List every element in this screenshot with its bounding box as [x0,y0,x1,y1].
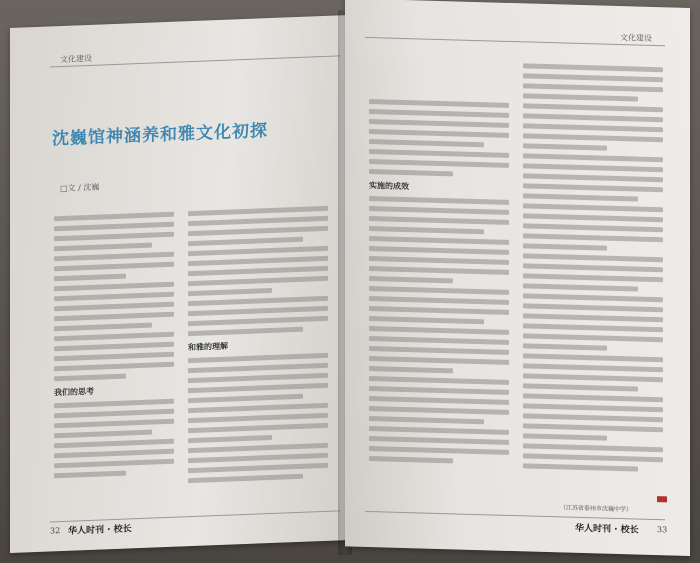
right-page [345,0,690,556]
text-line [188,443,328,453]
text-line [523,313,663,322]
text-line [369,129,509,138]
text-line [523,453,663,462]
text-line [188,373,328,383]
text-line [188,383,328,393]
text-line [523,303,663,312]
text-line [188,306,328,316]
left-footer-rule [50,510,340,522]
text-line [54,471,126,479]
text-line [523,443,663,452]
text-line [369,119,509,128]
text-line [188,327,303,336]
text-line [188,453,328,463]
text-line [188,216,328,226]
text-line [523,143,607,150]
text-line [369,206,509,215]
text-line [369,276,453,283]
text-line [369,346,509,355]
text-line [523,323,663,332]
text-line [523,153,663,162]
text-line [54,399,174,409]
text-line [369,456,453,463]
left-page-footer: 华人时刊 · 校长 [68,524,132,537]
text-line [523,283,638,291]
text-line [188,463,328,473]
text-line [523,273,663,282]
text-line [523,73,663,82]
text-line [523,463,638,471]
text-line [54,274,126,282]
text-line [54,323,152,332]
text-line [523,83,663,92]
text-line [369,236,509,245]
right-column-1 [369,99,509,470]
right-column-2 [523,63,663,477]
text-line [523,263,663,272]
text-line [188,256,328,266]
text-line [523,393,663,402]
text-line [369,446,509,455]
text-line [54,252,174,262]
text-line [523,93,638,101]
text-line [188,423,328,433]
text-line [369,356,509,365]
text-line [188,288,272,296]
text-line [188,353,328,363]
text-line [188,266,328,276]
left-page-number: 32 [50,526,61,536]
text-line [523,343,607,350]
section-heading-thinking: 我们的思考 [54,386,94,398]
text-line [523,63,663,72]
text-line [188,363,328,373]
left-column-2 [188,206,328,488]
article-title: 沈巍馆神涵养和雅文化初探 [52,121,268,150]
text-line [188,246,328,256]
text-line [369,99,509,108]
text-line [54,449,174,459]
text-line [369,139,484,147]
end-mark [657,496,667,502]
text-line [188,316,328,326]
text-line [523,103,663,112]
text-line [54,212,174,222]
text-line [523,243,607,250]
text-line [54,222,174,232]
text-line [523,133,663,142]
text-line [523,213,663,222]
text-line [369,159,509,168]
text-line [369,306,509,315]
text-line [369,416,484,424]
text-line [54,352,174,362]
text-line [523,123,663,132]
section-heading-results: 实施的成效 [369,181,409,192]
text-line [523,203,663,212]
text-line [369,266,509,275]
text-line [369,376,509,385]
text-line [54,302,174,312]
text-line [369,436,509,445]
text-line [369,169,453,176]
text-line [188,403,328,413]
right-page-number: 33 [657,525,668,535]
text-line [523,193,638,201]
text-line [188,226,328,236]
text-line [188,237,303,246]
text-line [188,435,272,443]
left-column-1 [54,212,174,484]
text-line [523,183,663,192]
text-line [188,206,328,216]
text-line [54,362,174,372]
text-line [369,406,509,415]
text-line [54,409,174,419]
text-line [369,286,509,295]
text-line [523,423,663,432]
text-line [369,296,509,305]
text-line [54,419,174,429]
text-line [369,246,509,255]
text-line [54,282,174,292]
text-line [369,256,509,265]
text-line [188,296,328,306]
text-line [188,276,328,286]
text-line [369,366,453,373]
text-line [54,430,152,439]
text-line [523,413,663,422]
text-line [523,173,663,182]
text-line [54,332,174,342]
text-line [54,342,174,352]
text-line [54,243,152,252]
text-line [188,474,303,483]
text-line [369,109,509,118]
left-page-header: 文化建设 [60,53,92,65]
text-line [523,383,638,391]
text-line [369,326,509,335]
text-line [54,262,174,272]
text-line [369,336,509,345]
text-line [54,374,126,382]
text-line [523,403,663,412]
text-line [523,373,663,382]
text-line [523,293,663,302]
text-line [54,312,174,322]
text-line [369,316,484,324]
right-page-header: 文化建设 [620,33,652,43]
text-line [523,353,663,362]
text-line [369,396,509,405]
left-header-rule [50,55,340,67]
text-line [523,163,663,172]
text-line [369,426,509,435]
text-line [523,253,663,262]
text-line [523,113,663,122]
text-line [54,459,174,469]
text-line [54,232,174,242]
left-page [10,15,350,553]
text-line [523,363,663,372]
text-line [369,226,484,234]
text-line [369,386,509,395]
school-credit: （江苏省泰州市沈巍中学） [560,504,633,514]
right-page-footer: 华人时刊 · 校长 [575,523,639,536]
text-line [54,292,174,302]
text-line [369,149,509,158]
article-byline: □文 / 沈巍 [60,182,100,194]
text-line [523,223,663,232]
text-line [188,413,328,423]
text-line [188,394,303,403]
text-line [369,196,509,205]
text-line [369,216,509,225]
text-line [523,233,663,242]
text-line [523,333,663,342]
text-line [523,433,607,440]
text-line [54,439,174,449]
section-heading-understanding: 和雅的理解 [188,341,228,353]
